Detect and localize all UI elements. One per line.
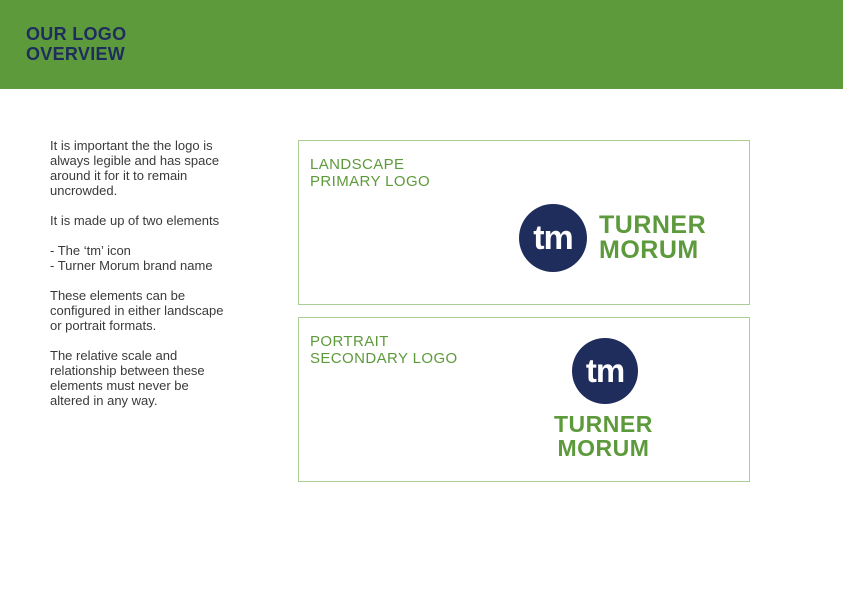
text-line: uncrowded. [50, 183, 118, 198]
text-line: or portrait formats. [50, 318, 157, 333]
landscape-logo-label [310, 156, 430, 190]
paragraph-elements [50, 213, 272, 228]
text-line: around it for it to remain [50, 168, 188, 183]
paragraph-formats [50, 288, 272, 333]
header-banner [0, 0, 843, 89]
brand-name [554, 412, 653, 460]
landscape-logo-card [298, 140, 750, 305]
brand-line: TURNER [599, 211, 707, 239]
brand-line: TURNER [554, 411, 653, 437]
label-line: SECONDARY LOGO [310, 350, 458, 367]
text-line: relationship between these [50, 363, 205, 378]
label-line: PRIMARY LOGO [310, 173, 431, 190]
tm-logo-icon [519, 204, 587, 272]
portrait-logo-label [310, 333, 458, 367]
tm-logo-icon [572, 338, 638, 404]
text-line: It is made up of two elements [50, 213, 220, 228]
text-line: elements must never be [50, 378, 189, 393]
portrait-logo-card [298, 317, 750, 482]
text-line: It is important the the logo is [50, 138, 213, 153]
label-line: PORTRAIT [310, 333, 389, 350]
paragraph-scale [50, 348, 272, 408]
page-title [26, 24, 126, 64]
brand-line: MORUM [599, 236, 699, 264]
text-line: configured in either landscape [50, 303, 224, 318]
tm-icon-text: tm [533, 218, 573, 257]
element-list [50, 243, 272, 273]
text-line: always legible and has space [50, 153, 220, 168]
tm-icon-text: tm [585, 352, 625, 389]
text-line: The relative scale and [50, 348, 178, 363]
text-line: altered in any way. [50, 393, 158, 408]
text-line: These elements can be [50, 288, 186, 303]
description-text [50, 138, 272, 423]
label-line: LANDSCAPE [310, 156, 405, 173]
brand-name [599, 213, 706, 263]
page-title-line-2: OVERVIEW [26, 44, 126, 64]
paragraph-legibility [50, 138, 272, 198]
brand-line: MORUM [557, 435, 650, 461]
list-item: - The ‘tm’ icon [50, 243, 131, 258]
list-item: - Turner Morum brand name [50, 258, 213, 273]
page-title-line-1: OUR LOGO [26, 24, 127, 44]
